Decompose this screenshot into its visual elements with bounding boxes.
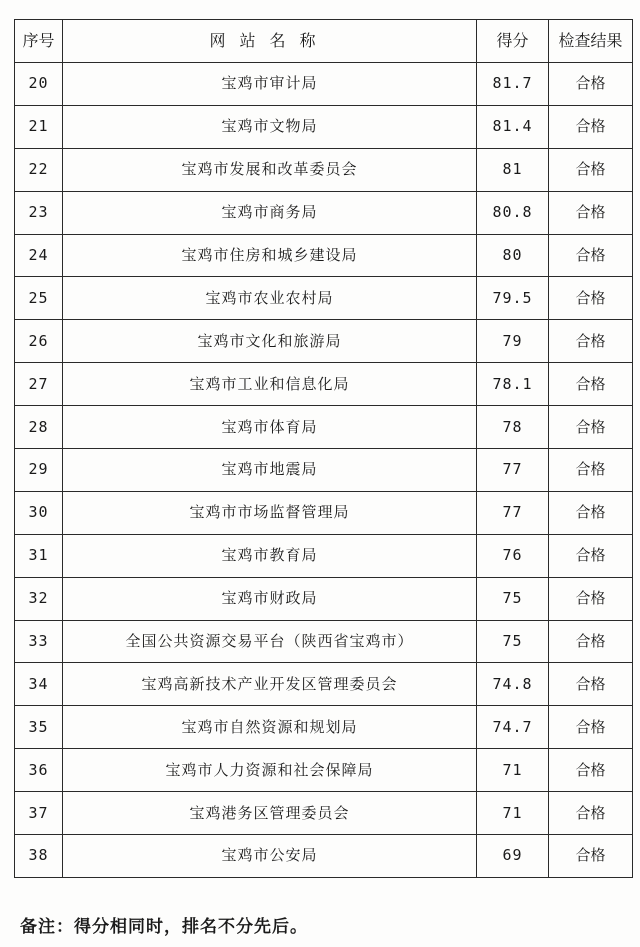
row-index: 28: [15, 406, 63, 449]
table-row: [15, 449, 633, 492]
table-row: [15, 63, 633, 106]
row-result: 合格: [549, 363, 633, 406]
row-result: 合格: [549, 63, 633, 106]
row-index: 21: [15, 105, 63, 148]
row-score: 71: [477, 792, 549, 835]
row-site-name: 宝鸡市教育局: [63, 534, 477, 577]
row-site-name: 宝鸡市文化和旅游局: [63, 320, 477, 363]
row-score: 79: [477, 320, 549, 363]
row-index: 25: [15, 277, 63, 320]
row-index: 35: [15, 706, 63, 749]
table-row: [15, 663, 633, 706]
row-index: 33: [15, 620, 63, 663]
row-site-name: 全国公共资源交易平台（陕西省宝鸡市）: [63, 620, 477, 663]
row-result: 合格: [549, 191, 633, 234]
row-score: 77: [477, 491, 549, 534]
row-site-name: 宝鸡市财政局: [63, 577, 477, 620]
table-row: [15, 320, 633, 363]
row-site-name: 宝鸡市体育局: [63, 406, 477, 449]
row-score: 75: [477, 577, 549, 620]
table-row: [15, 491, 633, 534]
row-site-name: 宝鸡市公安局: [63, 835, 477, 878]
row-score: 81: [477, 148, 549, 191]
row-result: 合格: [549, 449, 633, 492]
header-index: 序号: [15, 20, 63, 63]
row-score: 75: [477, 620, 549, 663]
row-site-name: 宝鸡市人力资源和社会保障局: [63, 749, 477, 792]
row-index: 34: [15, 663, 63, 706]
row-score: 78.1: [477, 363, 549, 406]
row-result: 合格: [549, 706, 633, 749]
table-row: [15, 105, 633, 148]
table-row: [15, 148, 633, 191]
row-score: 80: [477, 234, 549, 277]
row-index: 37: [15, 792, 63, 835]
row-result: 合格: [549, 577, 633, 620]
row-score: 81.7: [477, 63, 549, 106]
row-index: 20: [15, 63, 63, 106]
row-site-name: 宝鸡市审计局: [63, 63, 477, 106]
row-result: 合格: [549, 749, 633, 792]
row-score: 74.8: [477, 663, 549, 706]
row-result: 合格: [549, 663, 633, 706]
row-index: 30: [15, 491, 63, 534]
row-score: 81.4: [477, 105, 549, 148]
row-site-name: 宝鸡市文物局: [63, 105, 477, 148]
row-result: 合格: [549, 320, 633, 363]
header-row: [15, 20, 633, 63]
row-score: 77: [477, 449, 549, 492]
row-site-name: 宝鸡市住房和城乡建设局: [63, 234, 477, 277]
table-row: [15, 234, 633, 277]
row-site-name: 宝鸡市农业农村局: [63, 277, 477, 320]
row-result: 合格: [549, 835, 633, 878]
row-index: 31: [15, 534, 63, 577]
row-result: 合格: [549, 105, 633, 148]
row-result: 合格: [549, 620, 633, 663]
row-result: 合格: [549, 148, 633, 191]
header-result: 检查结果: [549, 20, 633, 63]
row-index: 23: [15, 191, 63, 234]
row-site-name: 宝鸡市地震局: [63, 449, 477, 492]
row-score: 78: [477, 406, 549, 449]
table-row: [15, 277, 633, 320]
table-body: [15, 63, 633, 878]
row-site-name: 宝鸡市商务局: [63, 191, 477, 234]
row-score: 79.5: [477, 277, 549, 320]
table-row: [15, 406, 633, 449]
row-score: 80.8: [477, 191, 549, 234]
table-row: [15, 577, 633, 620]
row-index: 36: [15, 749, 63, 792]
row-result: 合格: [549, 234, 633, 277]
row-result: 合格: [549, 534, 633, 577]
table-row: [15, 835, 633, 878]
footnote: 备注：得分相同时，排名不分先后。: [20, 917, 308, 937]
table-row: [15, 363, 633, 406]
table-row: [15, 706, 633, 749]
row-index: 24: [15, 234, 63, 277]
row-result: 合格: [549, 792, 633, 835]
row-index: 29: [15, 449, 63, 492]
row-index: 32: [15, 577, 63, 620]
table-row: [15, 620, 633, 663]
row-score: 69: [477, 835, 549, 878]
row-index: 26: [15, 320, 63, 363]
row-site-name: 宝鸡高新技术产业开发区管理委员会: [63, 663, 477, 706]
row-score: 74.7: [477, 706, 549, 749]
row-score: 76: [477, 534, 549, 577]
row-site-name: 宝鸡市工业和信息化局: [63, 363, 477, 406]
row-site-name: 宝鸡市市场监督管理局: [63, 491, 477, 534]
row-site-name: 宝鸡市发展和改革委员会: [63, 148, 477, 191]
table-row: [15, 534, 633, 577]
row-result: 合格: [549, 406, 633, 449]
header-score: 得分: [477, 20, 549, 63]
table-row: [15, 792, 633, 835]
row-site-name: 宝鸡港务区管理委员会: [63, 792, 477, 835]
header-site-name: 网站名称: [63, 20, 477, 63]
row-site-name: 宝鸡市自然资源和规划局: [63, 706, 477, 749]
table-header: [15, 20, 633, 63]
table-row: [15, 749, 633, 792]
row-result: 合格: [549, 277, 633, 320]
row-index: 38: [15, 835, 63, 878]
row-score: 71: [477, 749, 549, 792]
row-result: 合格: [549, 491, 633, 534]
website-score-table: [14, 19, 633, 878]
row-index: 22: [15, 148, 63, 191]
row-index: 27: [15, 363, 63, 406]
table-row: [15, 191, 633, 234]
